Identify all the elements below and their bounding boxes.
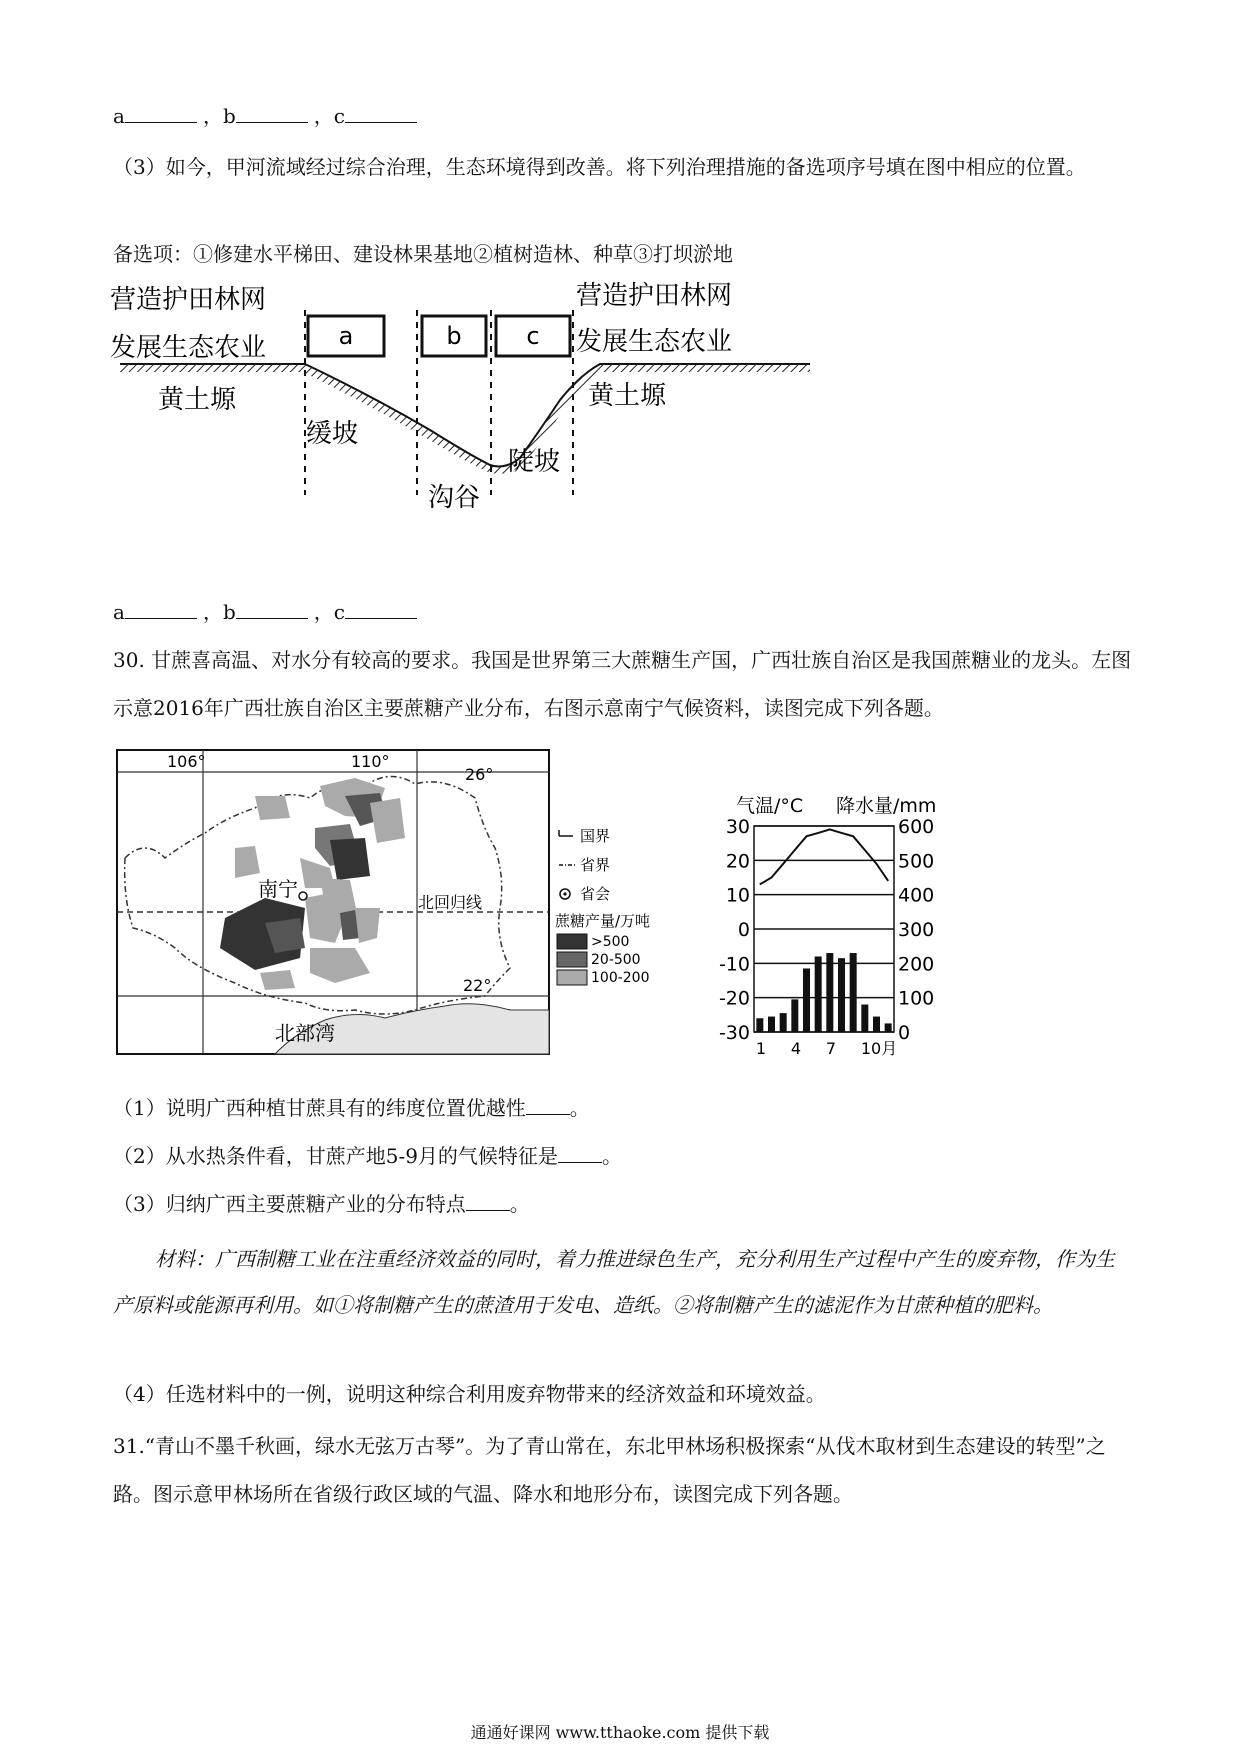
gulf-label: 北部湾 (275, 1021, 335, 1045)
answer-blank-1[interactable] (526, 1096, 570, 1115)
right-top-label: 营造护田林网 (576, 281, 733, 311)
tropic-label: 北回归线 (418, 893, 483, 912)
box-b-label: b (446, 322, 462, 350)
lon-106-label: 106° (167, 752, 206, 771)
question-3-options: 备选项：①修建水平梯田、建设林果基地②植树造林、种草③打坝淤地 (113, 242, 733, 266)
legend-low-label: 100-200 (591, 970, 650, 986)
right-bottom-label: 发展生态农业 (576, 327, 733, 357)
left-tick-label: -20 (718, 987, 750, 1010)
left-tick-label: -10 (718, 953, 750, 976)
capital-label: 南宁 (258, 877, 298, 901)
precipitation-bar (815, 956, 822, 1032)
question-30-4: （4）任选材料中的一例，说明这种综合利用废弃物带来的经济效益和环境效益。 (113, 1382, 826, 1406)
loess-profile-diagram (110, 280, 830, 570)
x-tick-label: 10月 (860, 1039, 898, 1058)
x-tick-label: 1 (755, 1039, 767, 1058)
left-tick-label: 30 (725, 816, 750, 838)
x-tick-label: 4 (790, 1039, 802, 1058)
chart-ylabel: 气温/°C (736, 795, 804, 817)
answer-blanks-top: a ，b ，c (113, 100, 423, 129)
question-30-1: （1）说明广西种植甘蔗具有的纬度位置优越性 。 (113, 1096, 590, 1120)
precipitation-bar (850, 953, 857, 1032)
chart-y2label: 降水量/mm (836, 795, 937, 817)
box-a-label: a (338, 322, 354, 350)
answer-blanks-bottom: a ，b ，c (113, 596, 423, 625)
precipitation-bar (803, 968, 810, 1032)
question-30-2: （2）从水热条件看，甘蔗产地5-9月的气候特征是 。 (113, 1144, 622, 1168)
left-tick-label: -30 (718, 1022, 750, 1044)
box-c-label: c (526, 322, 540, 350)
question-30-3: （3）归纳广西主要蔗糖产业的分布特点 。 (113, 1192, 530, 1216)
blank-c[interactable] (345, 104, 417, 123)
blank-a-2[interactable] (125, 600, 197, 619)
right-tick-label: 500 (898, 850, 935, 873)
precipitation-bar (791, 999, 798, 1032)
page-footer: 通通好课网 www.tthaoke.com 提供下载 (470, 1723, 770, 1742)
legend-province-label: 省界 (580, 856, 611, 874)
precipitation-bar (873, 1017, 880, 1032)
left-tick-label: 10 (725, 884, 750, 907)
capital-symbol (299, 892, 307, 900)
lat-22-label: 22° (463, 976, 492, 995)
right-tick-label: 0 (898, 1022, 911, 1044)
left-tick-label: 0 (737, 919, 750, 941)
blank-c-2[interactable] (345, 600, 417, 619)
question-3-text: （3）如今，甲河流域经过综合治理，生态环境得到改善。将下列治理措施的备选项序号填在图中相应的位置。 (113, 155, 1086, 179)
left-bottom-label: 发展生态农业 (110, 333, 267, 363)
loess-right-label: 黄土塬 (588, 381, 667, 411)
question-30-intro: 30. 甘蔗喜高温、对水分有较高的要求。我国是世界第三大蔗糖生产国，广西壮族自治区是我国蔗糖业的龙头。左图示意2016年广西壮族自治区主要蔗糖产业分布，右图示意南宁气候资料，读图完成下列各题。 (113, 648, 1132, 720)
legend-border-label: 国界 (580, 827, 611, 845)
blank-b[interactable] (236, 104, 308, 123)
x-tick-label: 7 (825, 1039, 837, 1058)
right-tick-label: 400 (898, 884, 935, 907)
legend-capital-label: 省会 (580, 885, 611, 903)
right-tick-label: 100 (898, 987, 935, 1010)
precipitation-bar (768, 1017, 775, 1032)
precipitation-bar (780, 1013, 787, 1032)
lon-110-label: 110° (351, 752, 390, 771)
valley-label: 沟谷 (428, 483, 481, 513)
material-text: 材料：广西制糖工业在注重经济效益的同时，着力推进绿色生产，充分利用生产过程中产生的废弃物，作为生产原料或能源再利用。如①将制糖产生的蔗渣用于发电、造纸。②将制糖产生的滤泥作为甘蔗种植的肥料。 (113, 1247, 1115, 1317)
precipitation-bar (756, 1018, 763, 1032)
left-top-label: 营造护田林网 (110, 285, 267, 315)
legend-title: 蔗糖产量/万吨 (555, 912, 651, 930)
map-legend (555, 827, 650, 986)
legend-mid-label: 20-500 (591, 952, 641, 968)
lat-26-label: 26° (465, 765, 494, 784)
precipitation-bar (861, 1005, 868, 1032)
answer-blank-2[interactable] (558, 1144, 602, 1163)
temperature-line (760, 829, 888, 884)
right-tick-label: 600 (898, 816, 935, 838)
blank-b-2[interactable] (236, 600, 308, 619)
question-31-text: 31.“青山不墨千秋画，绿水无弦万古琴”。为了青山常在，东北甲林场积极探索“从伐木取材到生态建设的转型”之路。图示意甲林场所在省级行政区域的气温、降水和地形分布，读图完成下列各题。 (113, 1434, 1106, 1506)
precipitation-bar (838, 958, 845, 1032)
right-tick-label: 300 (898, 919, 935, 941)
gentle-slope-label: 缓坡 (306, 419, 359, 449)
legend-high-label: >500 (591, 934, 630, 950)
blank-a[interactable] (125, 104, 197, 123)
left-tick-label: 20 (725, 850, 750, 873)
nanning-climate-chart (712, 788, 962, 1070)
precipitation-bar (885, 1023, 892, 1032)
steep-slope-label: 陡坡 (508, 447, 561, 477)
guangxi-map (115, 748, 675, 1060)
answer-blank-3[interactable] (466, 1192, 510, 1211)
loess-left-label: 黄土塬 (158, 385, 237, 415)
right-tick-label: 200 (898, 953, 935, 976)
precipitation-bar (826, 953, 833, 1032)
